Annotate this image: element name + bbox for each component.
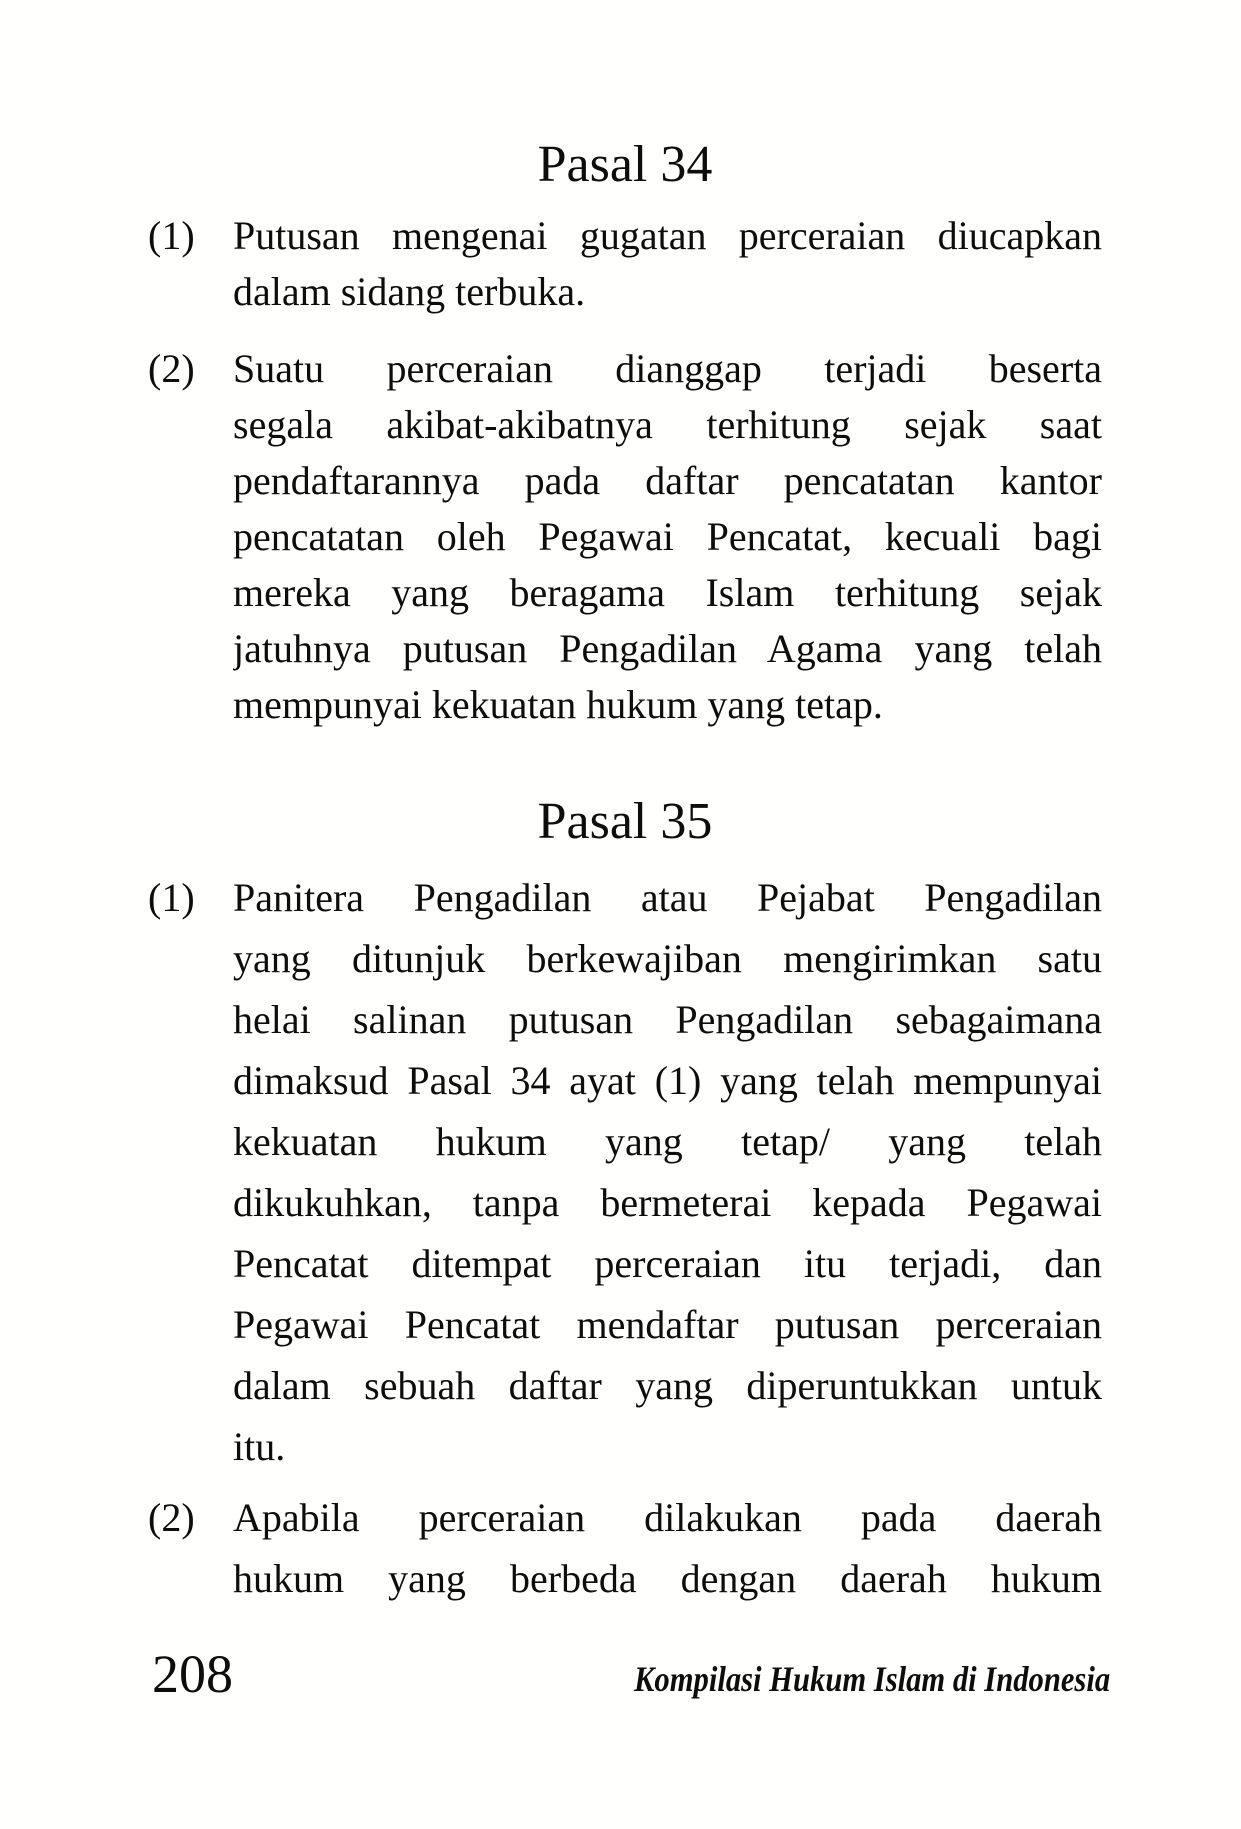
section-pasal-35: [148, 793, 1102, 1609]
paragraph-number: (1): [148, 875, 195, 920]
text-line: dimaksud Pasal 34 ayat (1) yang telah mempunyai: [233, 1058, 1102, 1103]
text-line: pencatatan oleh Pegawai Pencatat, kecuali bagi: [233, 514, 1102, 559]
text-line: dikukuhkan, tanpa bermeterai kepada Pegawai: [233, 1180, 1102, 1225]
paragraph-lines: [233, 1487, 1102, 1609]
text-line: itu.: [233, 1424, 286, 1469]
paragraph-number: (1): [148, 213, 195, 258]
text-line: dalam sebuah daftar yang diperuntukkan untuk: [233, 1363, 1102, 1408]
numbered-paragraph: [148, 867, 1102, 1477]
numbered-paragraph: [148, 1487, 1102, 1609]
text-line: Pencatat ditempat perceraian itu terjadi, dan: [233, 1241, 1102, 1286]
paragraph-lines: [233, 208, 1102, 320]
paragraph-lines: [233, 341, 1102, 733]
paragraph-number: (2): [148, 1495, 195, 1540]
text-line: yang ditunjuk berkewajiban mengirimkan satu: [233, 936, 1102, 981]
page-number: 208: [152, 1644, 233, 1704]
paragraph-number: (2): [148, 346, 195, 391]
text-line: hukum yang berbeda dengan daerah hukum: [233, 1556, 1102, 1601]
text-line: kekuatan hukum yang tetap/ yang telah: [233, 1119, 1102, 1164]
paragraph-lines: [233, 867, 1102, 1477]
text-line: mempunyai kekuatan hukum yang tetap.: [233, 682, 883, 727]
section-pasal-34: [148, 136, 1102, 733]
section-title: Pasal 35: [537, 793, 713, 850]
text-line: pendaftarannya pada daftar pencatatan kantor: [233, 458, 1102, 503]
footer-book-title: Kompilasi Hukum Islam di Indonesia: [633, 1659, 1110, 1699]
text-line: mereka yang beragama Islam terhitung sejak: [233, 570, 1102, 615]
text-line: jatuhnya putusan Pengadilan Agama yang telah: [233, 626, 1102, 671]
numbered-paragraph: [148, 341, 1102, 733]
text-line: dalam sidang terbuka.: [233, 269, 586, 314]
section-title: Pasal 34: [537, 136, 713, 193]
text-line: Suatu perceraian dianggap terjadi beserta: [233, 346, 1102, 391]
text-line: helai salinan putusan Pengadilan sebagaimana: [233, 997, 1102, 1042]
text-line: Pegawai Pencatat mendaftar putusan perceraian: [233, 1302, 1102, 1347]
text-line: Panitera Pengadilan atau Pejabat Pengadilan: [233, 875, 1102, 920]
text-line: Putusan mengenai gugatan perceraian diucapkan: [233, 213, 1102, 258]
numbered-paragraph: [148, 208, 1102, 320]
text-line: segala akibat-akibatnya terhitung sejak saat: [233, 402, 1102, 447]
page-body-text: [148, 136, 1102, 1609]
text-line: Apabila perceraian dilakukan pada daerah: [233, 1495, 1102, 1540]
